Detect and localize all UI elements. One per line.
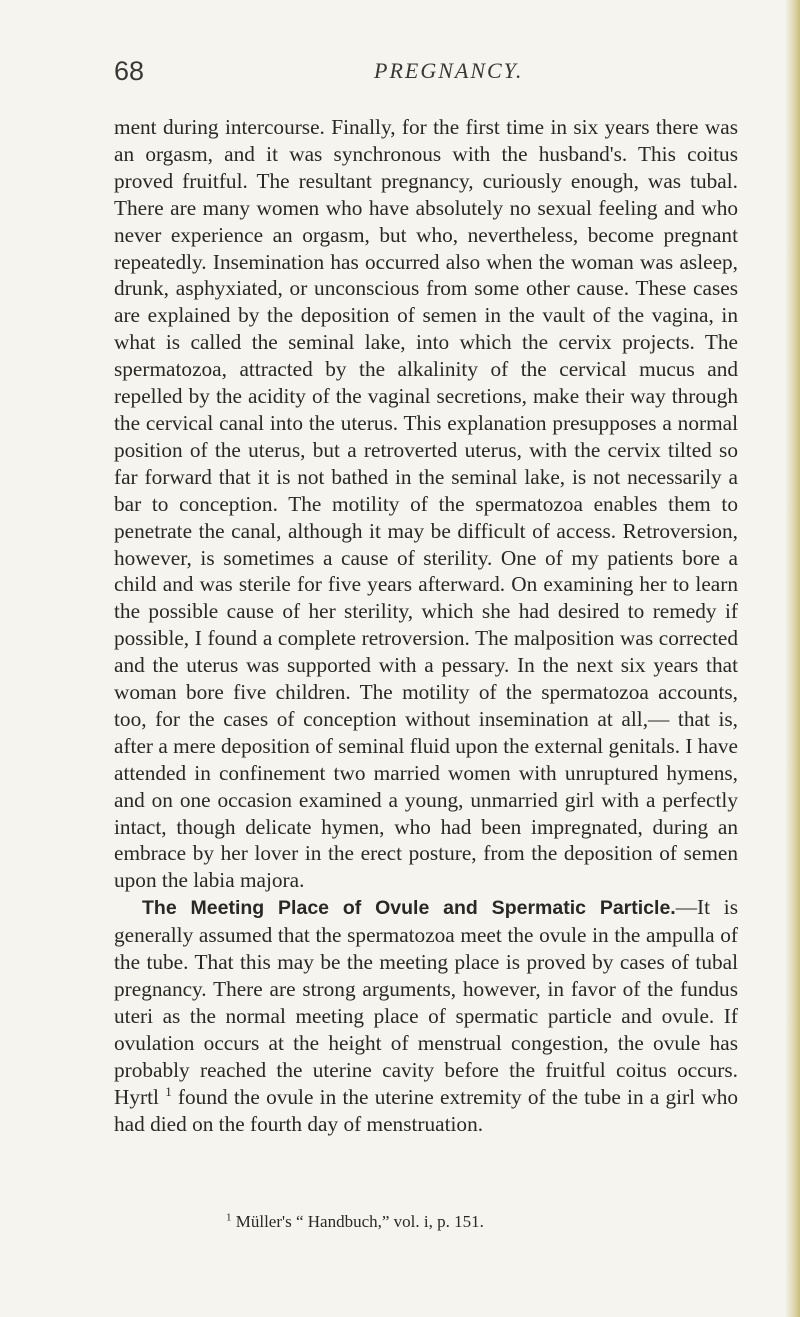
footnote xyxy=(226,1212,484,1232)
section-heading: The Meeting Place of Ovule and Spermatic Particle. xyxy=(142,897,676,920)
footnote-marker: 1 xyxy=(226,1211,232,1224)
running-head xyxy=(114,56,734,96)
footnote-text: Müller's “ Handbuch,” vol. i, p. 151. xyxy=(231,1212,484,1231)
paragraph-2 xyxy=(114,894,738,1137)
paragraph-2-text-b: found the ovule in the uterine extremity of the tube in a girl who had died on the fourth day of menstruation. xyxy=(114,1084,738,1136)
page-number: 68 xyxy=(114,56,145,86)
paragraph-2-text-a: —It is generally assumed that the spermatozoa meet the ovule in the ampulla of the tube. That this may be the meeting place is proved by cases of tubal pregnancy. There are strong arguments, however, in favor of the fundus uteri as the normal meeting place of spermatic particle and ovule. If ovulation occurs at the height of menstrual congestion, the ovule has probably reached the uterine cavity before the fruitful coitus occurs. Hyrtl xyxy=(114,895,738,1109)
footnote-reference: 1 xyxy=(165,1083,172,1099)
running-title: PREGNANCY. xyxy=(374,58,524,83)
page-edge xyxy=(786,0,800,1317)
body-text xyxy=(114,114,738,1137)
paragraph-1: ment during intercourse. Finally, for the first time in six years there was an orgasm, and it was synchronous with the husband's. This coitus proved fruitful. The resultant pregnancy, curiously enough, was tubal. There are many women who have absolutely no sexual feeling and who never experience an orgasm, but who, nevertheless, become pregnant repeatedly. Insemination has occurred also when the woman was asleep, drunk, asphyxiated, or unconscious from some other cause. These cases are explained by the deposition of semen in the vault of the vagina, in what is called the seminal lake, into which the cervix projects. The spermatozoa, attracted by the alkalinity of the cervical mucus and repelled by the acidity of the vaginal secretions, make their way through the cervical canal into the uterus. This explanation presupposes a normal position of the uterus, but a retroverted uterus, with the cervix tilted so far forward that it is not bathed in the seminal lake, is not necessarily a bar to conception. The motility of the spermatozoa enables them to penetrate the canal, although it may be difficult of access. Retroversion, however, is sometimes a cause of sterility. One of my patients bore a child and was sterile for five years afterward. On examining her to learn the possible cause of her sterility, which she had desired to remedy if possible, I found a complete retroversion. The malposition was corrected and the uterus was supported with a pessary. In the next six years that woman bore five children. The motility of the spermatozoa accounts, too, for the cases of conception without insemination at all,— that is, after a mere deposition of seminal fluid upon the external genitals. I have attended in confinement two married women with unruptured hymens, and on one occasion examined a young, unmarried girl with a perfectly intact, though delicate hymen, who had been impregnated, during an embrace by her lover in the erect posture, from the deposition of semen upon the labia majora. xyxy=(114,115,738,893)
